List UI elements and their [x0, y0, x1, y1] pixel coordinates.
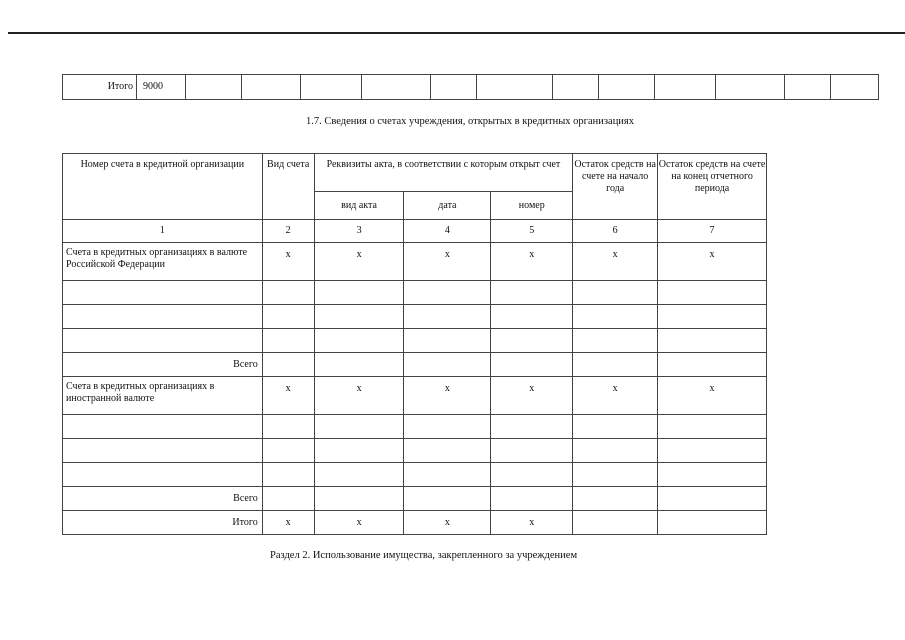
empty-cell [658, 353, 767, 377]
header-act-number: номер [491, 192, 573, 220]
empty-cell [262, 305, 314, 329]
header-balance-start: Остаток средств на счете на начало года [573, 154, 658, 220]
row-label-foreign: Счета в кредитных организациях в иностранной валюте [63, 377, 263, 415]
empty-cell [658, 463, 767, 487]
empty-cell [262, 487, 314, 511]
empty-cell [491, 305, 573, 329]
empty-cell [63, 439, 263, 463]
empty-cell [262, 439, 314, 463]
empty-cell [573, 511, 658, 535]
mark: х [658, 243, 767, 281]
empty-cell [404, 281, 491, 305]
subtotal-label: Всего [63, 353, 263, 377]
empty-cell [63, 305, 263, 329]
mark: х [491, 511, 573, 535]
empty-cell [573, 439, 658, 463]
subtotal-row [63, 353, 767, 377]
mark: х [658, 377, 767, 415]
col-number: 1 [63, 220, 263, 243]
empty-cell [431, 75, 477, 100]
mark: х [491, 377, 573, 415]
empty-cell [658, 305, 767, 329]
column-numbers-row [63, 220, 767, 243]
total-label: Итого [63, 75, 137, 100]
empty-cell [491, 353, 573, 377]
empty-cell [491, 463, 573, 487]
empty-cell [262, 415, 314, 439]
col-number: 4 [404, 220, 491, 243]
total-row [63, 511, 767, 535]
col-number: 5 [491, 220, 573, 243]
empty-cell [63, 329, 263, 353]
empty-cell [404, 487, 491, 511]
mark: х [262, 511, 314, 535]
empty-cell [242, 75, 301, 100]
mark: х [404, 243, 491, 281]
empty-cell [477, 75, 553, 100]
empty-cell [658, 281, 767, 305]
empty-cell [553, 75, 599, 100]
grand-total-label: Итого [63, 511, 263, 535]
top-summary-table [62, 74, 879, 100]
table-row [63, 329, 767, 353]
mark: х [262, 243, 314, 281]
empty-cell [785, 75, 831, 100]
empty-cell [491, 281, 573, 305]
empty-cell [314, 487, 404, 511]
mark: х [314, 243, 404, 281]
empty-cell [314, 439, 404, 463]
empty-cell [716, 75, 785, 100]
table-row [63, 75, 879, 100]
table-row [63, 377, 767, 415]
empty-cell [491, 415, 573, 439]
empty-cell [404, 305, 491, 329]
subtotal-row [63, 487, 767, 511]
empty-cell [491, 439, 573, 463]
table-row [63, 281, 767, 305]
empty-cell [186, 75, 242, 100]
empty-cell [314, 415, 404, 439]
top-rule [8, 32, 905, 34]
empty-cell [262, 463, 314, 487]
mark: х [404, 377, 491, 415]
total-code: 9000 [137, 75, 186, 100]
empty-cell [404, 353, 491, 377]
empty-cell [573, 305, 658, 329]
header-row [63, 154, 767, 192]
empty-cell [301, 75, 362, 100]
empty-cell [362, 75, 431, 100]
empty-cell [573, 353, 658, 377]
empty-cell [262, 281, 314, 305]
empty-cell [404, 463, 491, 487]
empty-cell [404, 415, 491, 439]
table-row [63, 439, 767, 463]
header-account-type: Вид счета [262, 154, 314, 220]
header-account-number: Номер счета в кредитной организации [63, 154, 263, 220]
section2-title: Раздел 2. Использование имущества, закрепленного за учреждением [270, 550, 578, 561]
mark: х [262, 377, 314, 415]
header-act-details: Реквизиты акта, в соответствии с которым открыт счет [314, 154, 573, 192]
col-number: 6 [573, 220, 658, 243]
table-row [63, 463, 767, 487]
empty-cell [599, 75, 655, 100]
col-number: 2 [262, 220, 314, 243]
table-row [63, 243, 767, 281]
empty-cell [491, 487, 573, 511]
empty-cell [573, 487, 658, 511]
mark: х [314, 511, 404, 535]
empty-cell [404, 439, 491, 463]
header-act-type: вид акта [314, 192, 404, 220]
empty-cell [658, 487, 767, 511]
col-number: 7 [658, 220, 767, 243]
empty-cell [573, 415, 658, 439]
empty-cell [314, 353, 404, 377]
mark: х [573, 243, 658, 281]
header-balance-end: Остаток средств на счете на конец отчетного периода [658, 154, 767, 220]
empty-cell [63, 281, 263, 305]
subtotal-label: Всего [63, 487, 263, 511]
table-row [63, 415, 767, 439]
empty-cell [658, 415, 767, 439]
empty-cell [491, 329, 573, 353]
empty-cell [831, 75, 879, 100]
section-title: 1.7. Сведения о счетах учреждения, открытых в кредитных организациях [305, 116, 635, 127]
empty-cell [655, 75, 716, 100]
empty-cell [314, 305, 404, 329]
empty-cell [658, 329, 767, 353]
header-act-date: дата [404, 192, 491, 220]
empty-cell [314, 329, 404, 353]
empty-cell [63, 463, 263, 487]
mark: х [404, 511, 491, 535]
empty-cell [63, 415, 263, 439]
row-label-rub: Счета в кредитных организациях в валюте Российской Федерации [63, 243, 263, 281]
empty-cell [314, 281, 404, 305]
empty-cell [573, 463, 658, 487]
empty-cell [262, 353, 314, 377]
mark: х [314, 377, 404, 415]
empty-cell [658, 439, 767, 463]
col-number: 3 [314, 220, 404, 243]
table-row [63, 305, 767, 329]
empty-cell [658, 511, 767, 535]
empty-cell [573, 281, 658, 305]
mark: х [573, 377, 658, 415]
empty-cell [314, 463, 404, 487]
empty-cell [573, 329, 658, 353]
empty-cell [262, 329, 314, 353]
empty-cell [404, 329, 491, 353]
mark: х [491, 243, 573, 281]
accounts-table [62, 153, 767, 535]
